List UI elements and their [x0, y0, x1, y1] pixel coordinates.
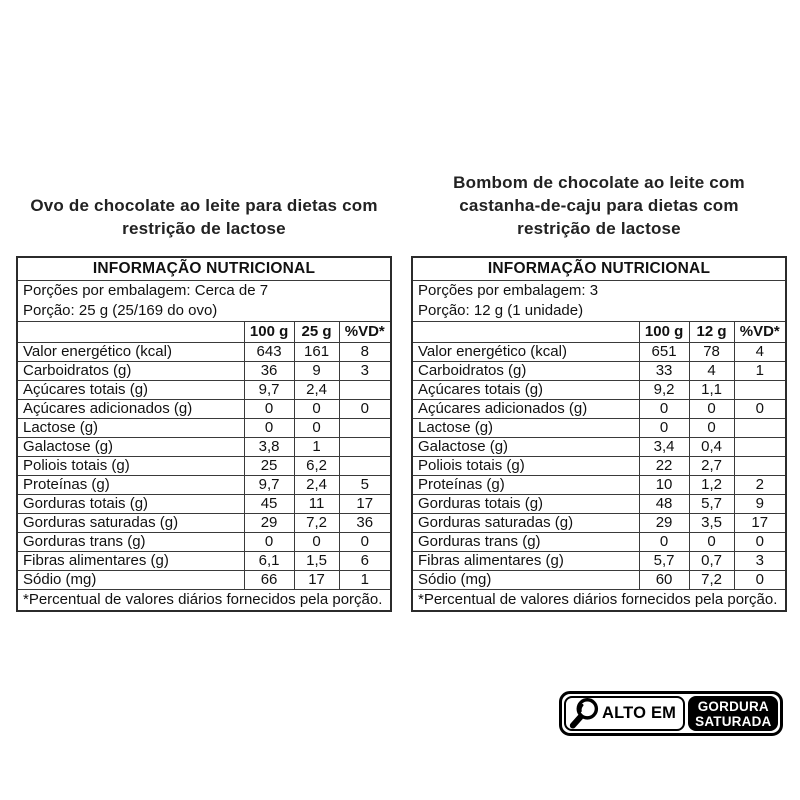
- value-daily-pct: [734, 437, 786, 456]
- value-daily-pct: 5: [339, 475, 391, 494]
- column-header-dv: %VD*: [339, 321, 391, 342]
- nutrient-label: Açúcares totais (g): [412, 380, 639, 399]
- value-per-portion: 0: [689, 399, 734, 418]
- value-per-portion: 0: [294, 532, 339, 551]
- value-daily-pct: [734, 456, 786, 475]
- value-per-portion: 7,2: [294, 513, 339, 532]
- title-line: restrição de lactose: [122, 219, 286, 238]
- value-per-portion: 5,7: [689, 494, 734, 513]
- column-header-100g: 100 g: [244, 321, 294, 342]
- portions-cell: [17, 280, 391, 321]
- column-header-row: [17, 321, 391, 342]
- nutrient-row: [412, 418, 786, 437]
- nutrient-label: Fibras alimentares (g): [17, 551, 244, 570]
- value-per-portion: 78: [689, 342, 734, 361]
- nutrient-label: Fibras alimentares (g): [412, 551, 639, 570]
- value-per-100g: 9,2: [639, 380, 689, 399]
- nutrient-row: [17, 399, 391, 418]
- table-header: INFORMAÇÃO NUTRICIONAL: [412, 257, 786, 280]
- footnote-row: [412, 589, 786, 611]
- nutrient-row: [412, 570, 786, 589]
- value-daily-pct: [339, 437, 391, 456]
- nutrient-box: [688, 696, 778, 731]
- value-per-portion: 6,2: [294, 456, 339, 475]
- value-daily-pct: 0: [339, 532, 391, 551]
- value-per-100g: 0: [639, 399, 689, 418]
- nutrient-label: Gorduras totais (g): [412, 494, 639, 513]
- value-per-100g: 36: [244, 361, 294, 380]
- value-daily-pct: 17: [734, 513, 786, 532]
- value-per-portion: 7,2: [689, 570, 734, 589]
- value-daily-pct: [734, 418, 786, 437]
- nutrition-table-bonbon: [411, 256, 787, 612]
- value-per-portion: 9: [294, 361, 339, 380]
- nutrition-table-egg: [16, 256, 392, 612]
- nutrient-label: Açúcares adicionados (g): [17, 399, 244, 418]
- value-per-portion: 1: [294, 437, 339, 456]
- value-daily-pct: [339, 380, 391, 399]
- value-daily-pct: 9: [734, 494, 786, 513]
- value-daily-pct: 36: [339, 513, 391, 532]
- value-daily-pct: 3: [339, 361, 391, 380]
- value-per-100g: 0: [244, 532, 294, 551]
- nutrient-label: Açúcares adicionados (g): [412, 399, 639, 418]
- value-per-portion: 161: [294, 342, 339, 361]
- nutrient-row: [17, 361, 391, 380]
- table-header-row: [412, 257, 786, 280]
- value-per-100g: 29: [244, 513, 294, 532]
- product-title-egg: [16, 164, 392, 240]
- portion-line: Porção: 25 g (25/169 do ovo): [23, 301, 218, 319]
- column-header-portion: 25 g: [294, 321, 339, 342]
- nutrient-row: [412, 437, 786, 456]
- nutrient-row: [412, 380, 786, 399]
- nutrition-panels: [16, 164, 787, 612]
- value-per-portion: 4: [689, 361, 734, 380]
- value-daily-pct: 17: [339, 494, 391, 513]
- nutrition-panel-bonbon: [411, 164, 787, 612]
- value-daily-pct: 0: [734, 399, 786, 418]
- nutrient-row: [17, 570, 391, 589]
- nutrient-row: [17, 380, 391, 399]
- nutrient-label: Gorduras trans (g): [412, 532, 639, 551]
- nutrient-label: Carboidratos (g): [17, 361, 244, 380]
- value-per-100g: 0: [244, 399, 294, 418]
- column-header-empty: [412, 321, 639, 342]
- nutrient-label: Açúcares totais (g): [17, 380, 244, 399]
- value-daily-pct: 1: [339, 570, 391, 589]
- nutrient-label: Proteínas (g): [412, 475, 639, 494]
- value-daily-pct: 3: [734, 551, 786, 570]
- value-per-100g: 22: [639, 456, 689, 475]
- value-per-100g: 33: [639, 361, 689, 380]
- value-per-100g: 643: [244, 342, 294, 361]
- nutrient-label: Sódio (mg): [412, 570, 639, 589]
- value-daily-pct: 0: [734, 570, 786, 589]
- alto-em-label: ALTO EM: [602, 704, 677, 722]
- nutrient-label: Sódio (mg): [17, 570, 244, 589]
- value-per-portion: 11: [294, 494, 339, 513]
- value-per-portion: 0,4: [689, 437, 734, 456]
- nutrient-label: Galactose (g): [17, 437, 244, 456]
- nutrient-row: [17, 342, 391, 361]
- nutrient-label: Galactose (g): [412, 437, 639, 456]
- nutrient-row: [412, 361, 786, 380]
- nutrient-row: [412, 513, 786, 532]
- value-per-portion: 0: [294, 399, 339, 418]
- value-per-100g: 651: [639, 342, 689, 361]
- value-per-portion: 2,4: [294, 475, 339, 494]
- portions-row: [17, 280, 391, 321]
- nutrient-row: [17, 475, 391, 494]
- nutrient-line: GORDURA: [697, 698, 769, 714]
- value-daily-pct: 6: [339, 551, 391, 570]
- value-per-100g: 29: [639, 513, 689, 532]
- value-per-100g: 10: [639, 475, 689, 494]
- footnote-row: [17, 589, 391, 611]
- value-per-100g: 66: [244, 570, 294, 589]
- value-daily-pct: [734, 380, 786, 399]
- warning-seal-high-in-saturated-fat: [559, 691, 783, 736]
- nutrient-row: [412, 494, 786, 513]
- nutrient-label: Gorduras totais (g): [17, 494, 244, 513]
- column-header-portion: 12 g: [689, 321, 734, 342]
- value-daily-pct: 8: [339, 342, 391, 361]
- nutrient-row: [412, 456, 786, 475]
- nutrient-row: [412, 532, 786, 551]
- value-daily-pct: 2: [734, 475, 786, 494]
- value-per-portion: 0: [294, 418, 339, 437]
- value-per-100g: 3,8: [244, 437, 294, 456]
- value-per-100g: 9,7: [244, 380, 294, 399]
- value-per-portion: 1,2: [689, 475, 734, 494]
- nutrient-row: [17, 532, 391, 551]
- value-per-portion: 0,7: [689, 551, 734, 570]
- value-per-portion: 3,5: [689, 513, 734, 532]
- value-per-100g: 5,7: [639, 551, 689, 570]
- nutrient-label: Lactose (g): [17, 418, 244, 437]
- nutrient-row: [17, 437, 391, 456]
- value-daily-pct: [339, 418, 391, 437]
- table-header: INFORMAÇÃO NUTRICIONAL: [17, 257, 391, 280]
- nutrient-label: Gorduras saturadas (g): [412, 513, 639, 532]
- portions-row: [412, 280, 786, 321]
- value-per-portion: 0: [689, 418, 734, 437]
- value-per-100g: 3,4: [639, 437, 689, 456]
- column-header-empty: [17, 321, 244, 342]
- servings-line: Porções por embalagem: 3: [418, 281, 599, 299]
- nutrient-row: [17, 494, 391, 513]
- column-header-row: [412, 321, 786, 342]
- footnote: *Percentual de valores diários fornecidos pela porção.: [17, 589, 391, 611]
- nutrient-label: Valor energético (kcal): [17, 342, 244, 361]
- nutrient-label: Carboidratos (g): [412, 361, 639, 380]
- value-per-100g: 60: [639, 570, 689, 589]
- portions-cell: [412, 280, 786, 321]
- table-header-row: [17, 257, 391, 280]
- nutrient-row: [17, 513, 391, 532]
- column-header-dv: %VD*: [734, 321, 786, 342]
- portion-line: Porção: 12 g (1 unidade): [418, 301, 584, 319]
- nutrient-row: [17, 418, 391, 437]
- product-title-bonbon: [411, 164, 787, 240]
- value-per-portion: 2,7: [689, 456, 734, 475]
- value-per-100g: 0: [639, 418, 689, 437]
- alto-em-section: [564, 696, 685, 731]
- value-per-100g: 9,7: [244, 475, 294, 494]
- column-header-100g: 100 g: [639, 321, 689, 342]
- value-daily-pct: [339, 456, 391, 475]
- value-per-100g: 45: [244, 494, 294, 513]
- value-per-100g: 0: [639, 532, 689, 551]
- nutrient-label: Gorduras saturadas (g): [17, 513, 244, 532]
- value-per-100g: 25: [244, 456, 294, 475]
- nutrient-row: [17, 456, 391, 475]
- title-line: castanha-de-caju para dietas com: [459, 196, 739, 215]
- nutrient-row: [412, 342, 786, 361]
- nutrient-label: Lactose (g): [412, 418, 639, 437]
- value-per-portion: 0: [689, 532, 734, 551]
- nutrient-label: Proteínas (g): [17, 475, 244, 494]
- value-per-100g: 0: [244, 418, 294, 437]
- value-daily-pct: 0: [734, 532, 786, 551]
- nutrient-line: SATURADA: [695, 713, 772, 729]
- footnote: *Percentual de valores diários fornecidos pela porção.: [412, 589, 786, 611]
- value-per-portion: 1,5: [294, 551, 339, 570]
- nutrient-row: [412, 551, 786, 570]
- value-per-portion: 1,1: [689, 380, 734, 399]
- nutrient-label: Poliois totais (g): [412, 456, 639, 475]
- nutrition-panel-egg: [16, 164, 392, 612]
- nutrient-label: Valor energético (kcal): [412, 342, 639, 361]
- title-line: restrição de lactose: [517, 219, 681, 238]
- value-daily-pct: 4: [734, 342, 786, 361]
- value-per-portion: 2,4: [294, 380, 339, 399]
- value-per-100g: 48: [639, 494, 689, 513]
- value-daily-pct: 0: [339, 399, 391, 418]
- title-line: Bombom de chocolate ao leite com: [453, 173, 745, 192]
- value-daily-pct: 1: [734, 361, 786, 380]
- nutrient-row: [412, 399, 786, 418]
- servings-line: Porções por embalagem: Cerca de 7: [23, 281, 269, 299]
- magnifier-icon: [567, 697, 601, 731]
- nutrient-label: Poliois totais (g): [17, 456, 244, 475]
- value-per-portion: 17: [294, 570, 339, 589]
- nutrient-row: [17, 551, 391, 570]
- title-line: Ovo de chocolate ao leite para dietas com: [30, 196, 378, 215]
- nutrient-row: [412, 475, 786, 494]
- nutrient-label: Gorduras trans (g): [17, 532, 244, 551]
- value-per-100g: 6,1: [244, 551, 294, 570]
